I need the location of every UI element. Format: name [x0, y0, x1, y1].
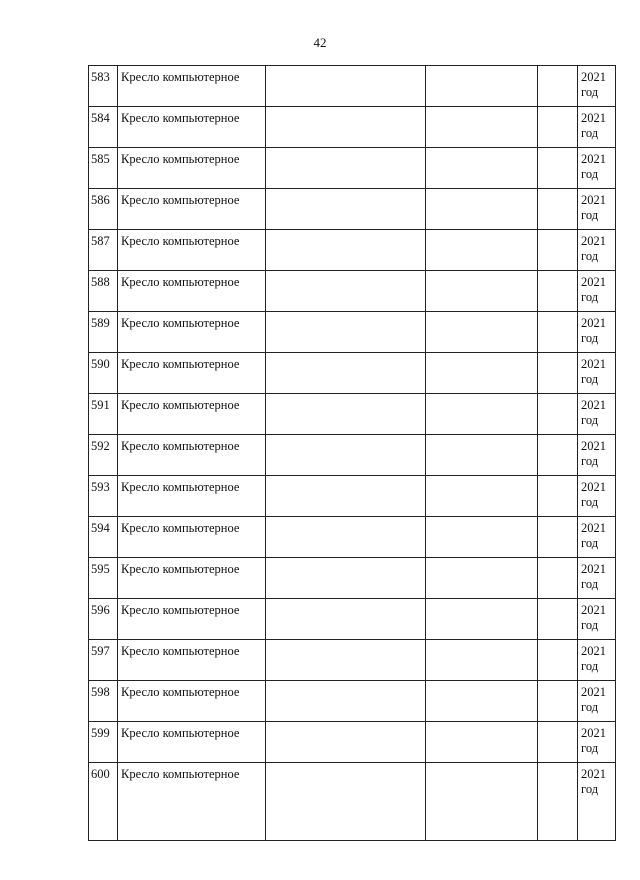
empty-cell [426, 435, 538, 476]
empty-cell [266, 312, 426, 353]
item-name: Кресло компьютерное [118, 312, 266, 353]
year-unit: год [581, 290, 599, 304]
year-value: 2021 [581, 152, 606, 166]
row-number: 597 [89, 640, 118, 681]
empty-cell [538, 148, 578, 189]
empty-cell [426, 107, 538, 148]
item-name: Кресло компьютерное [118, 681, 266, 722]
row-number: 590 [89, 353, 118, 394]
empty-cell [426, 599, 538, 640]
year-unit: год [581, 577, 599, 591]
row-number: 600 [89, 763, 118, 841]
year-value: 2021 [581, 316, 606, 330]
empty-cell [266, 763, 426, 841]
empty-cell [538, 681, 578, 722]
row-number: 588 [89, 271, 118, 312]
year-unit: год [581, 208, 599, 222]
empty-cell [538, 435, 578, 476]
year-cell [578, 599, 616, 640]
year-value: 2021 [581, 193, 606, 207]
empty-cell [538, 763, 578, 841]
year-cell [578, 558, 616, 599]
item-name: Кресло компьютерное [118, 476, 266, 517]
year-unit: год [581, 782, 599, 796]
empty-cell [426, 763, 538, 841]
item-name: Кресло компьютерное [118, 148, 266, 189]
item-name: Кресло компьютерное [118, 435, 266, 476]
year-cell [578, 394, 616, 435]
table-row [89, 107, 616, 148]
inventory-table [88, 65, 616, 841]
table-row [89, 435, 616, 476]
table-row [89, 763, 616, 841]
row-number: 583 [89, 66, 118, 107]
row-number: 592 [89, 435, 118, 476]
empty-cell [426, 558, 538, 599]
table-row [89, 476, 616, 517]
year-value: 2021 [581, 70, 606, 84]
year-cell [578, 230, 616, 271]
table-row [89, 271, 616, 312]
item-name: Кресло компьютерное [118, 189, 266, 230]
year-cell [578, 640, 616, 681]
table-row [89, 599, 616, 640]
table-row [89, 640, 616, 681]
year-cell [578, 271, 616, 312]
year-unit: год [581, 659, 599, 673]
inventory-table-body [89, 66, 616, 841]
inventory-table-container [88, 65, 606, 841]
empty-cell [426, 681, 538, 722]
empty-cell [266, 435, 426, 476]
empty-cell [266, 66, 426, 107]
year-cell [578, 148, 616, 189]
empty-cell [426, 189, 538, 230]
item-name: Кресло компьютерное [118, 107, 266, 148]
year-cell [578, 763, 616, 841]
empty-cell [426, 353, 538, 394]
year-value: 2021 [581, 439, 606, 453]
year-cell [578, 435, 616, 476]
year-value: 2021 [581, 398, 606, 412]
empty-cell [266, 394, 426, 435]
row-number: 599 [89, 722, 118, 763]
row-number: 598 [89, 681, 118, 722]
empty-cell [538, 230, 578, 271]
year-value: 2021 [581, 644, 606, 658]
empty-cell [426, 517, 538, 558]
empty-cell [266, 271, 426, 312]
empty-cell [266, 230, 426, 271]
year-unit: год [581, 167, 599, 181]
year-unit: год [581, 85, 599, 99]
year-cell [578, 517, 616, 558]
year-cell [578, 66, 616, 107]
empty-cell [266, 353, 426, 394]
year-value: 2021 [581, 603, 606, 617]
item-name: Кресло компьютерное [118, 517, 266, 558]
item-name: Кресло компьютерное [118, 763, 266, 841]
year-value: 2021 [581, 111, 606, 125]
row-number: 596 [89, 599, 118, 640]
table-row [89, 517, 616, 558]
empty-cell [538, 107, 578, 148]
empty-cell [538, 353, 578, 394]
row-number: 584 [89, 107, 118, 148]
empty-cell [266, 476, 426, 517]
year-cell [578, 722, 616, 763]
row-number: 589 [89, 312, 118, 353]
year-unit: год [581, 126, 599, 140]
year-value: 2021 [581, 767, 606, 781]
table-row [89, 722, 616, 763]
empty-cell [426, 640, 538, 681]
year-value: 2021 [581, 562, 606, 576]
year-unit: год [581, 372, 599, 386]
item-name: Кресло компьютерное [118, 353, 266, 394]
item-name: Кресло компьютерное [118, 722, 266, 763]
row-number: 591 [89, 394, 118, 435]
year-unit: год [581, 454, 599, 468]
empty-cell [538, 599, 578, 640]
empty-cell [266, 148, 426, 189]
year-unit: год [581, 618, 599, 632]
row-number: 586 [89, 189, 118, 230]
item-name: Кресло компьютерное [118, 394, 266, 435]
page-number: 42 [313, 35, 327, 50]
table-row [89, 394, 616, 435]
year-value: 2021 [581, 685, 606, 699]
empty-cell [538, 271, 578, 312]
empty-cell [538, 558, 578, 599]
item-name: Кресло компьютерное [118, 66, 266, 107]
empty-cell [426, 271, 538, 312]
year-unit: год [581, 413, 599, 427]
empty-cell [426, 148, 538, 189]
row-number: 593 [89, 476, 118, 517]
empty-cell [266, 640, 426, 681]
empty-cell [426, 312, 538, 353]
year-value: 2021 [581, 480, 606, 494]
year-unit: год [581, 536, 599, 550]
row-number: 595 [89, 558, 118, 599]
table-row [89, 230, 616, 271]
row-number: 587 [89, 230, 118, 271]
year-cell [578, 353, 616, 394]
empty-cell [538, 517, 578, 558]
empty-cell [266, 517, 426, 558]
empty-cell [426, 722, 538, 763]
year-value: 2021 [581, 357, 606, 371]
table-row [89, 66, 616, 107]
year-cell [578, 312, 616, 353]
year-value: 2021 [581, 275, 606, 289]
year-cell [578, 107, 616, 148]
item-name: Кресло компьютерное [118, 599, 266, 640]
empty-cell [538, 312, 578, 353]
empty-cell [266, 722, 426, 763]
empty-cell [538, 476, 578, 517]
empty-cell [266, 681, 426, 722]
item-name: Кресло компьютерное [118, 271, 266, 312]
year-unit: год [581, 700, 599, 714]
empty-cell [266, 599, 426, 640]
row-number: 594 [89, 517, 118, 558]
empty-cell [426, 394, 538, 435]
table-row [89, 148, 616, 189]
year-cell [578, 476, 616, 517]
table-row [89, 681, 616, 722]
item-name: Кресло компьютерное [118, 230, 266, 271]
year-cell [578, 189, 616, 230]
empty-cell [538, 66, 578, 107]
year-value: 2021 [581, 521, 606, 535]
year-unit: год [581, 495, 599, 509]
year-unit: год [581, 249, 599, 263]
year-value: 2021 [581, 726, 606, 740]
table-row [89, 312, 616, 353]
row-number: 585 [89, 148, 118, 189]
table-row [89, 353, 616, 394]
table-row [89, 189, 616, 230]
empty-cell [426, 66, 538, 107]
empty-cell [538, 640, 578, 681]
year-unit: год [581, 331, 599, 345]
empty-cell [426, 476, 538, 517]
table-row [89, 558, 616, 599]
item-name: Кресло компьютерное [118, 558, 266, 599]
year-unit: год [581, 741, 599, 755]
empty-cell [538, 722, 578, 763]
empty-cell [266, 189, 426, 230]
year-value: 2021 [581, 234, 606, 248]
empty-cell [538, 394, 578, 435]
item-name: Кресло компьютерное [118, 640, 266, 681]
empty-cell [538, 189, 578, 230]
year-cell [578, 681, 616, 722]
empty-cell [266, 107, 426, 148]
empty-cell [426, 230, 538, 271]
empty-cell [266, 558, 426, 599]
